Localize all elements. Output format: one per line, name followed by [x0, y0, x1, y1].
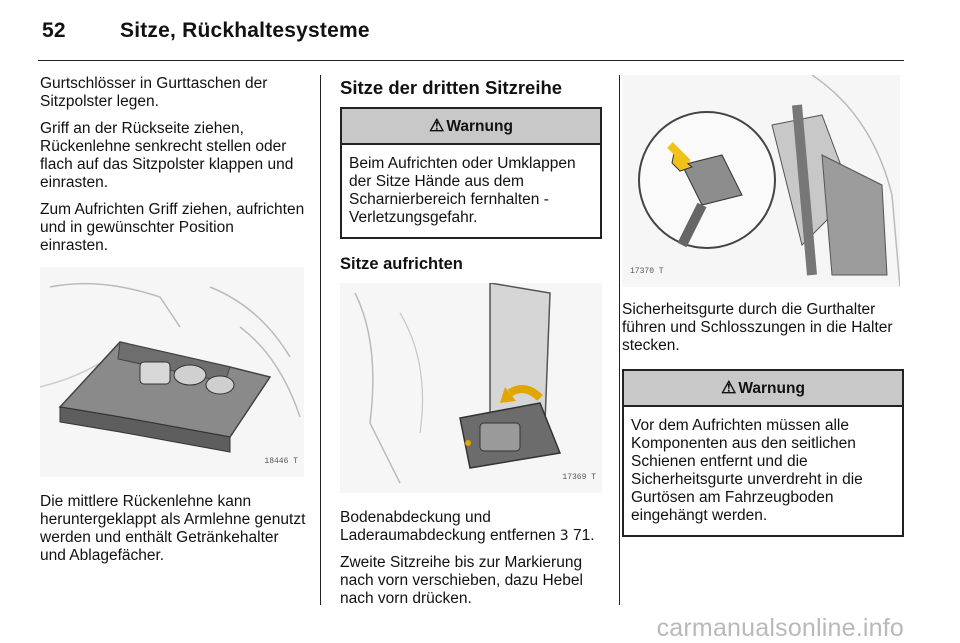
- figure-armrest: [40, 267, 304, 477]
- paragraph: Zum Aufrichten Griff ziehen, aufrichten und in gewünschter Position einrasten.: [40, 201, 305, 254]
- figure-code: 18446 T: [264, 457, 298, 466]
- page-reference-arrow-icon: 3: [559, 528, 569, 544]
- column-middle: [340, 75, 602, 617]
- seat-raise-illustration: [340, 283, 602, 493]
- belt-holder-illustration: [622, 75, 900, 287]
- paragraph: Bodenabdeckung und Laderaumabdeckung entfernen 3 71.: [340, 509, 595, 544]
- paragraph: Griff an der Rückseite ziehen, Rückenlehne senkrecht stellen oder flach auf das Sitzpolster klappen und einrasten.: [40, 120, 294, 191]
- column-divider-1: [320, 75, 321, 605]
- column-right: [622, 75, 904, 537]
- page-header: [42, 14, 370, 48]
- warning-header: [342, 109, 600, 145]
- column-left: [40, 75, 306, 574]
- figure-code: 17370 T: [630, 267, 664, 276]
- warning-box: [622, 369, 904, 537]
- page-title: Sitze, Rückhaltesysteme: [120, 19, 370, 42]
- warning-triangle-icon: ⚠: [429, 116, 445, 135]
- warning-triangle-icon: ⚠: [721, 378, 737, 397]
- subsection-heading: Sitze aufrichten: [340, 255, 463, 273]
- warning-box: [340, 107, 602, 239]
- figure-code: 17369 T: [562, 473, 596, 482]
- watermark: carmanualsonline.info: [656, 614, 904, 642]
- page-reference[interactable]: 71.: [573, 527, 595, 544]
- warning-header: [624, 371, 902, 407]
- page-number: 52: [42, 19, 66, 42]
- paragraph: Zweite Sitzreihe bis zur Markierung nach vorn verschieben, dazu Hebel nach vorn drücken.: [340, 554, 583, 607]
- section-heading: Sitze der dritten Sitzreihe: [340, 77, 563, 98]
- armrest-illustration: [40, 267, 304, 477]
- figure-caption: Die mittlere Rückenlehne kann heruntergeklappt als Armlehne genutzt werden und enthält Getränkehalter und Ablagefächer.: [40, 493, 306, 564]
- header-rule: [38, 60, 904, 61]
- figure-belt-holder: [622, 75, 900, 287]
- warning-body: Beim Aufrichten oder Umklappen der Sitze Hände aus dem Scharnierbereich fernhalten - Verletzungsgefahr.: [349, 155, 576, 226]
- paragraph: Gurtschlösser in Gurttaschen der Sitzpolster legen.: [40, 75, 268, 110]
- paragraph: Sicherheitsgurte durch die Gurthalter führen und Schlosszungen in die Halter stecken.: [622, 301, 893, 354]
- column-divider-2: [619, 75, 620, 605]
- figure-seat-raise: [340, 283, 602, 493]
- warning-title: Warnung: [446, 118, 513, 135]
- warning-title: Warnung: [738, 380, 805, 397]
- warning-body: Vor dem Aufrichten müssen alle Komponenten aus den seitlichen Schienen entfernt und die Sicherheitsgurte unverdreht in die Gurtösen am Fahrzeugboden eingehängt werden.: [631, 417, 863, 524]
